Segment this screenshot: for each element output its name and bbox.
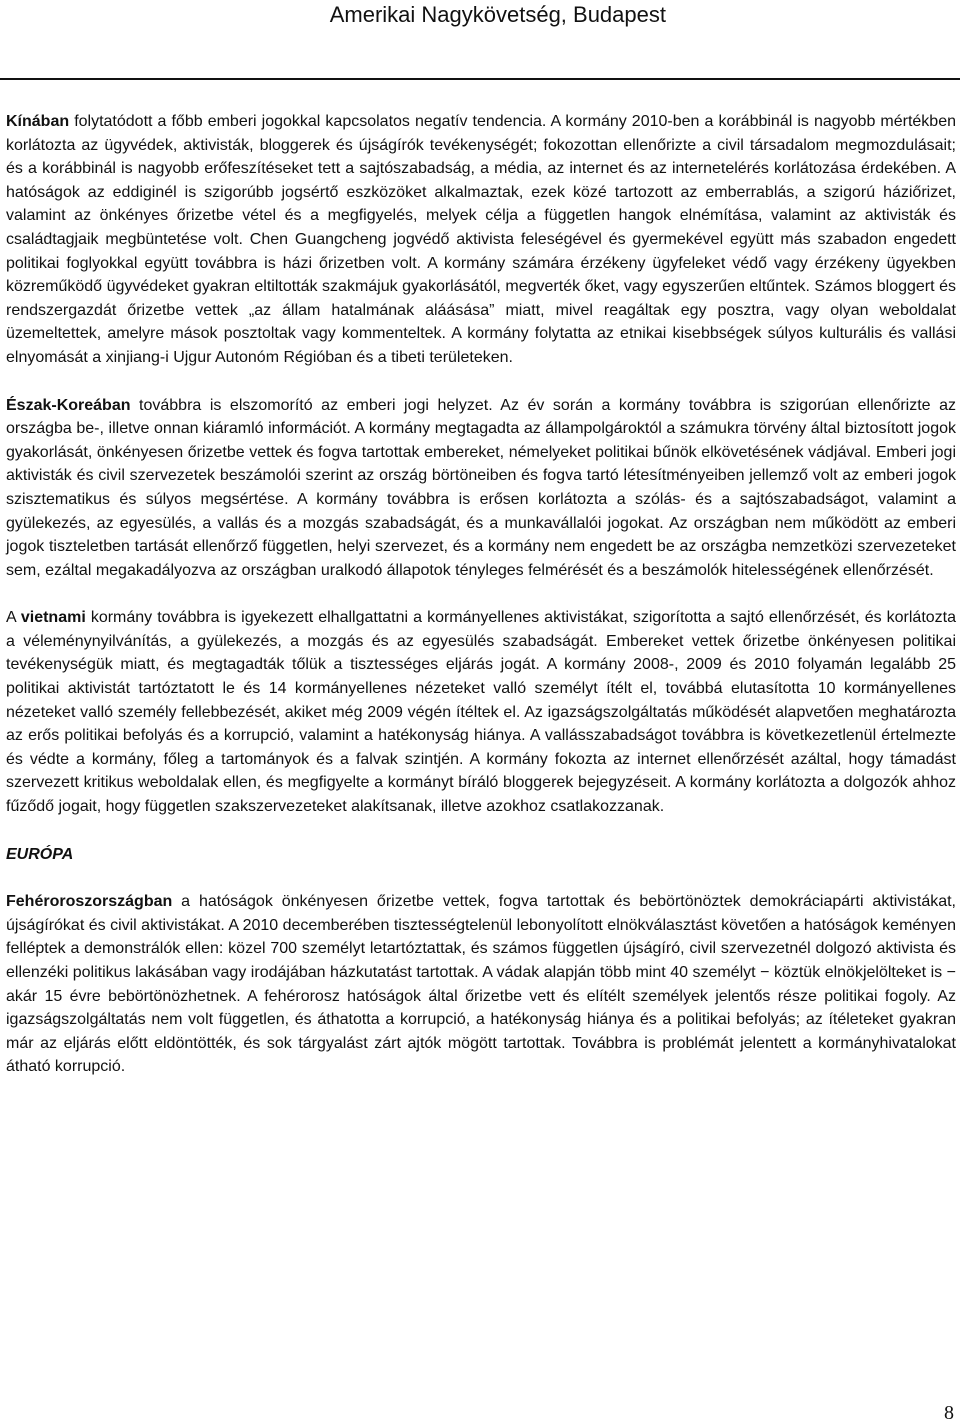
country-name-belarus: Fehéroroszországban — [6, 893, 173, 911]
header-title: Amerikai Nagykövetség, Budapest — [329, 2, 666, 27]
section-heading-europe: EURÓPA — [6, 845, 74, 863]
document-body — [6, 110, 956, 1079]
country-name-vietnam: vietnami — [20, 609, 86, 627]
paragraph-belarus — [6, 890, 956, 1079]
paragraph-text: továbbra is elszomorító az emberi jogi helyzet. Az év során a kormány továbbra is szigorúan ellenőrizte az országba be-, illetve onnan kiáramló információt. A kormány megtagadta az állampolgároktól a számukra törvény által biztosított jogok gyakorlását, önkényesen őrizetbe vettek és fogva tartottak embereket, némelyeket politikai bűnök elkövetésének vádjával. Emberi jogi aktivisták és civil szervezetek beszámolói szerint az ország börtöneiben és fogva tartó létesítményeiben jellemző volt az emberi jogok szisztematikus és súlyos megsértése. A kormány továbbra is erősen korlátozta a szólás- és a sajtószabadságot, valamint a gyülekezés, az egyesülés, a vallás és a mozgás szabadságát, és a munkavállalói jogokat. Az országban nem működött az emberi jogok tiszteletben tartását ellenőrző független, helyi szervezet, és a kormány nem engedett be az országba nemzetközi szervezeteket sem, ezáltal megakadályozva az országban uralkodó állapotok tényleges felmérését és a beszámolók hitelességének ellenőrzését. — [6, 396, 956, 579]
page-header — [0, 0, 960, 80]
country-name-north-korea: Észak-Koreában — [6, 396, 131, 414]
paragraph-north-korea — [6, 394, 956, 583]
page-number: 8 — [944, 1402, 954, 1424]
paragraph-prefix: A — [6, 609, 21, 627]
paragraph-china — [6, 110, 956, 370]
country-name-china: Kínában — [6, 113, 70, 130]
paragraph-vietnam — [6, 606, 956, 818]
paragraph-text: a hatóságok önkényesen őrizetbe vettek, fogva tartottak és bebörtönöztek demokráciapárti aktivistákat, újságírókat és civil aktivistákat. A 2010 decemberében tisztességtelenül lebonyolított elnökválasztást követően a hatóságok keményen felléptek a demonstrálók ellen: közel 700 személyt letartóztattak, és számos független újságíró, civil szervezetnél dolgozó aktivista és ellenzéki politikus lakásában vagy irodájában házkutatást tartottak. A vádak alapján több mint 40 személyt − köztük elnökjelölteket is − akár 15 évre bebörtönözhetnek. A fehérorosz hatóságok által őrizetbe vett és elítélt személyek jelentős része politikai fogoly. Az igazságszolgáltatás nem volt független, és áthatotta a korrupció, a hatékonyság hiánya és a politikai befolyás; az ítéleteket gyakran már az eljárás előtt eldöntötték, és sok tárgyalást zárt ajtók mögött tartottak. Továbbra is problémát jelentett a kormányhivatalokat átható korrupció. — [6, 893, 956, 1076]
paragraph-text: kormány továbbra is igyekezett elhallgattatni a kormányellenes aktivistákat, szigorította a sajtó ellenőrzését, és korlátozta a véleménynyilvánítás, a gyülekezés, a mozgás és az egyesülés szabadságát. Embereket vettek őrizetbe önkényesen politikai tevékenységük miatt, és megtagadták tőlük a tisztességes eljárás jogát. A kormány 2008-, 2009 és 2010 folyamán legalább 25 politikai aktivistát tartóztatott le és 14 kormányellenes nézeteket valló személyt ítélt el, továbbá elutasította 10 kormányellenes nézeteket valló személy fellebbezését, akiket még 2009 végén ítéltek el. Az igazságszolgáltatás működését alapvetően meghatározta az erős politikai befolyás és a korrupció, valamint a hatékonyság hiánya. A vallásszabadságot továbbra is következetlenül értelmezte és védte a kormány, főleg a tartományok és a falvak szintjén. A kormány fokozta az internet ellenőrzését azáltal, hogy támadást szervezett kritikus weboldalak ellen, és megfigyelte a kormányt bíráló bloggerek bejegyzéseit. A kormány korlátozta a dolgozók ahhoz fűződő jogait, hogy független szakszervezeteket alakítsanak, illetve azokhoz csatlakozzanak. — [6, 609, 957, 816]
paragraph-text: folytatódott a főbb emberi jogokkal kapcsolatos negatív tendencia. A kormány 2010-ben a korábbinál is nagyobb mértékben korlátozta az ügyvédek, aktivisták, bloggerek és újságírók tevékenységét; fokozottan ellenőrizte a civil társadalom megmozdulásait; és a korábbinál is nagyobb erőfeszítéseket tett a sajtószabadság, a média, az internet és az internetelérés korlátozása érdekében. A hatóságok az eddiginél is szigorúbb jogsértő eszközöket alkalmaztak, ezek közé tartozott az emberrablás, a szigorú háziőrizet, valamint az önkényes őrizetbe vétel és a megfigyelés, melyek célja a független hangok elnémítása, valamint az aktivisták és családtagjaik megbüntetése volt. Chen Guangcheng jogvédő aktivista feleségével és gyermekével együtt más szabadon engedett politikai foglyokkal együtt továbbra is házi őrizetben volt. A kormány számára érzékeny ügyfeleket védő vagy érzékeny ügyekben közreműködő ügyvédeket gyakran eltiltották szakmájuk gyakorlásától, megverték őket, vagy egyszerűen eltűntek. Számos bloggert és rendszergazdát őrizetbe vettek „az állam hatalmának aláásása” miatt, mivel reagáltak egy posztra, vagy olyan weboldalat üzemeltettek, amelyre mások posztoltak vagy kommenteltek. A kormány folytatta az etnikai kisebbségek súlyos kulturális és vallási elnyomását a xinjiang-i Ujgur Autonóm Régióban és a tibeti területeken. — [6, 113, 956, 366]
